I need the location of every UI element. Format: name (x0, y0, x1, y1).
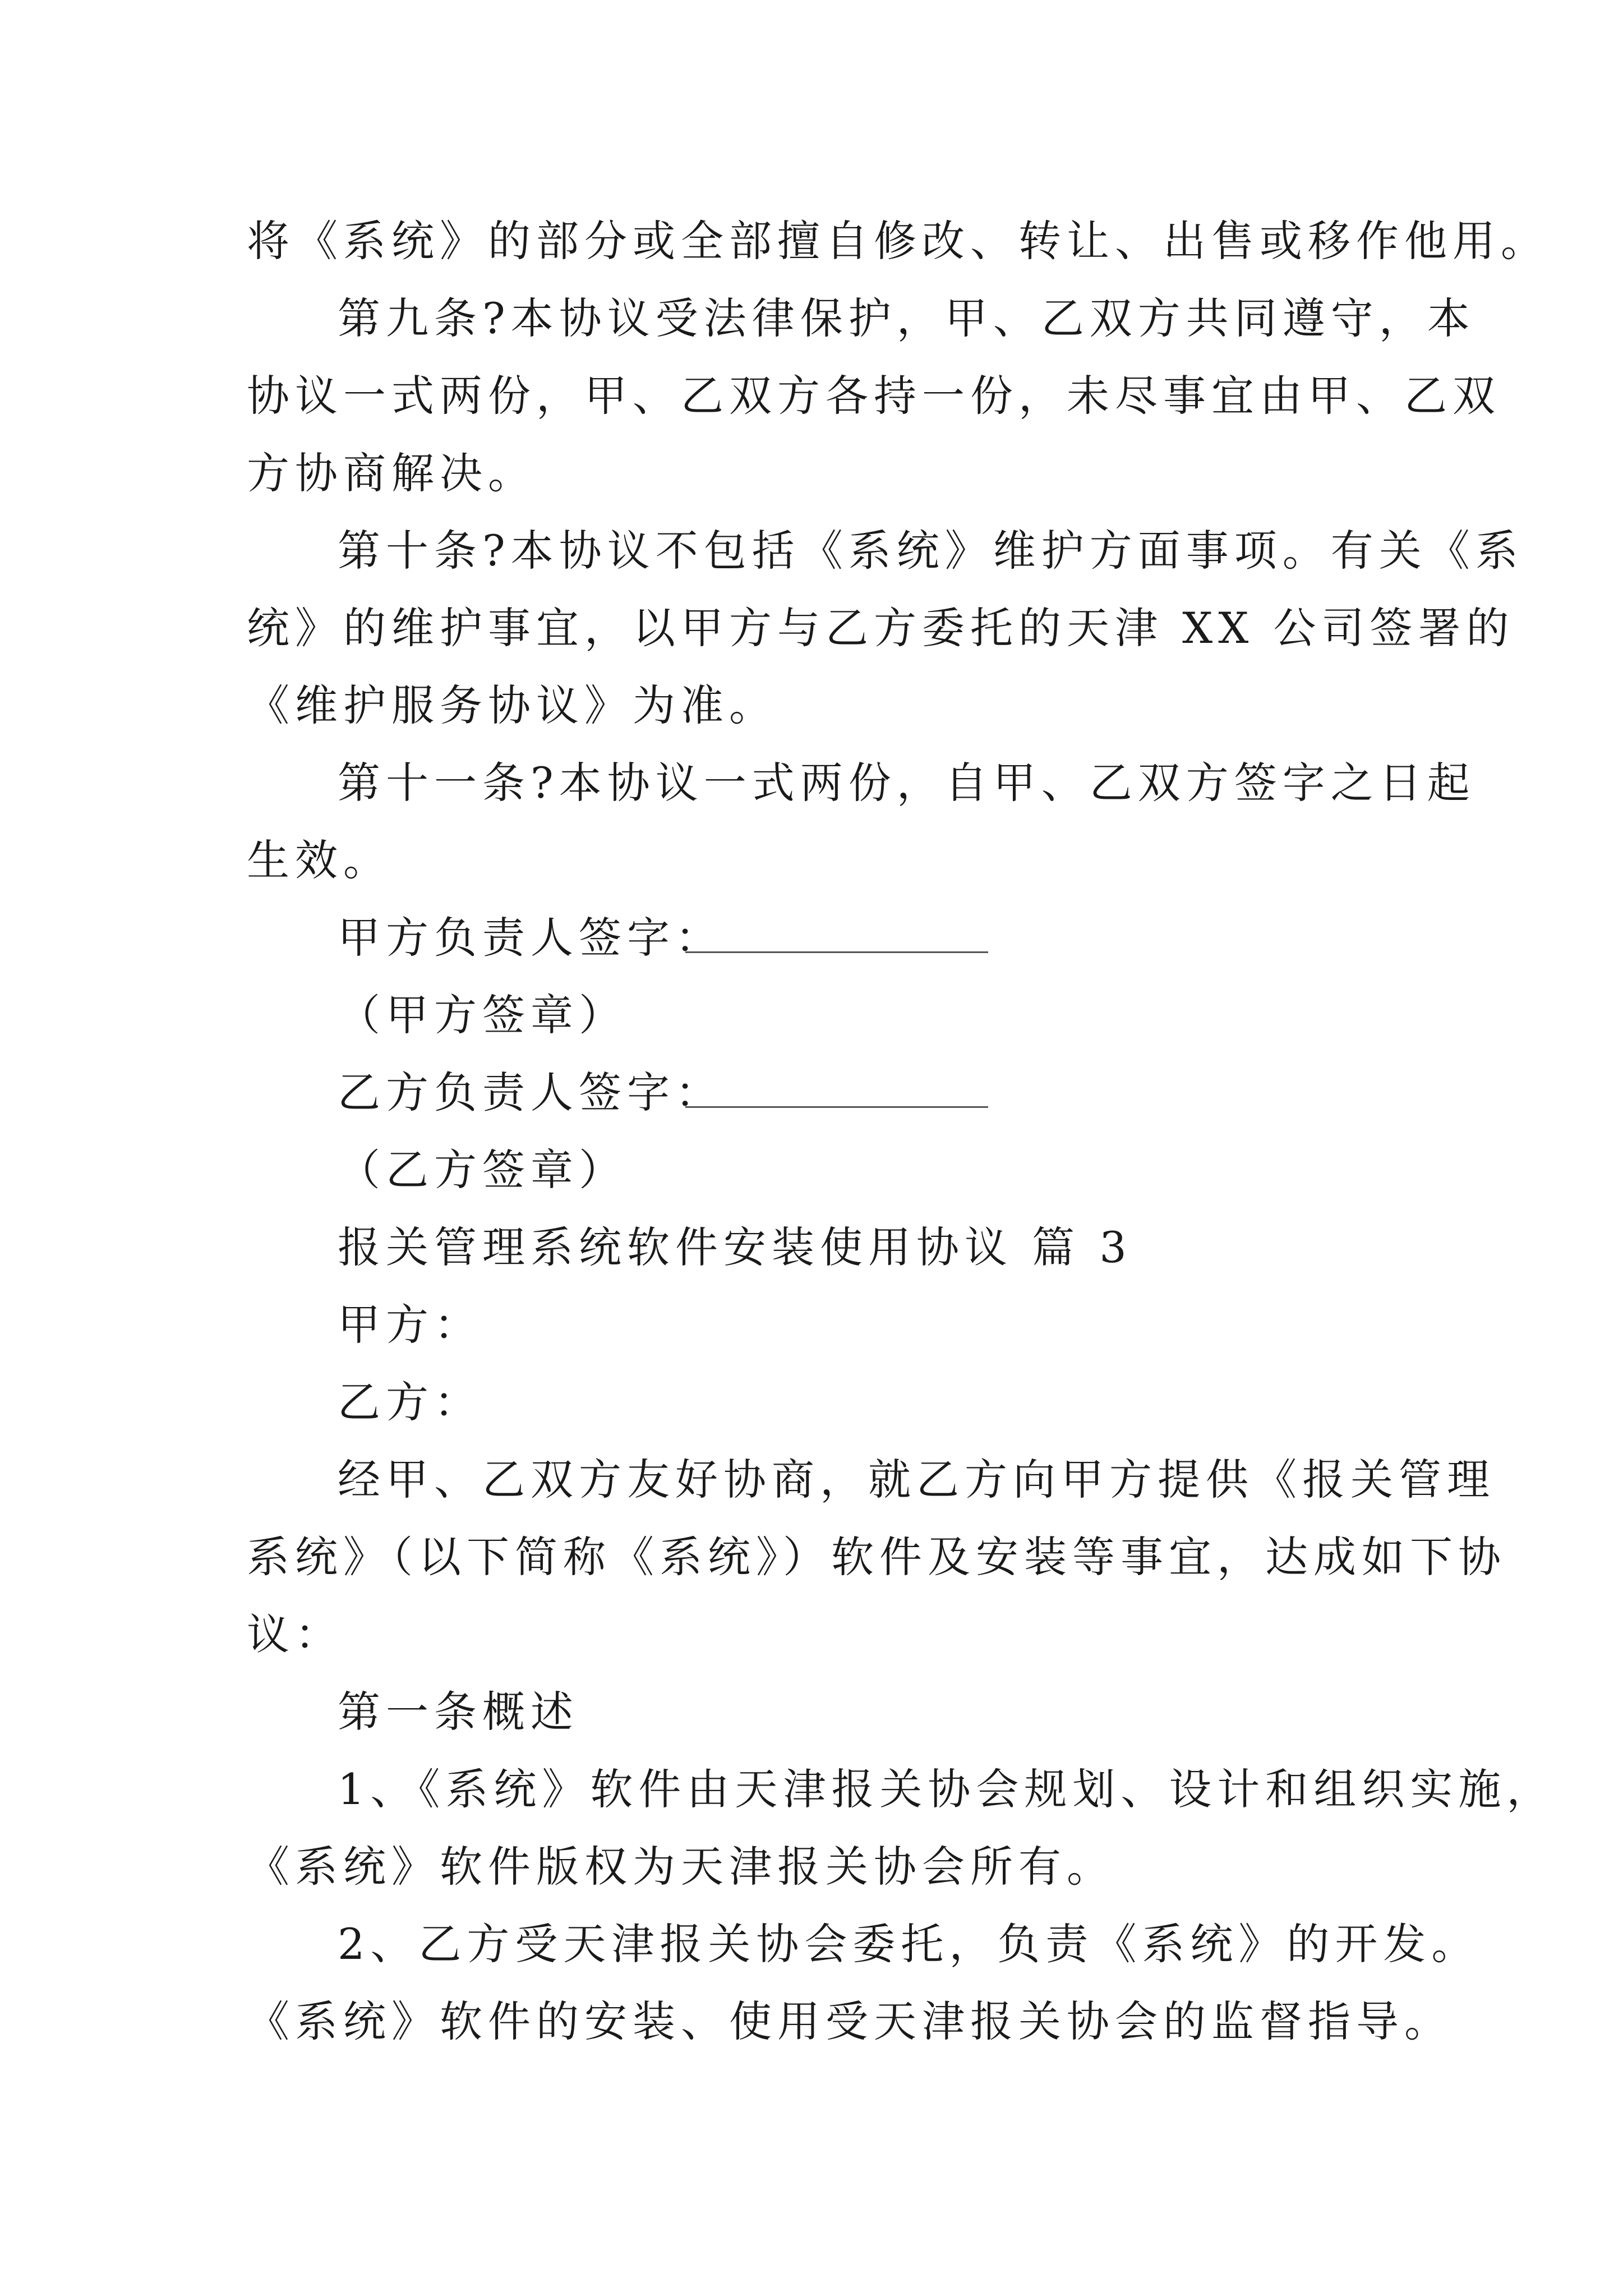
text-line: 《维护服务协议》为准。 (247, 680, 777, 730)
text-line: 统》的维护事宜，以甲方与乙方委托的天津 XX 公司签署的 (247, 603, 1515, 653)
party-b-seal-label: （乙方签章） (338, 1145, 627, 1195)
party-b-signature-label: 乙方负责人签字： (338, 1068, 723, 1117)
text-line: 第九条?本协议受法律保护，甲、乙双方共同遵守，本 (338, 293, 1476, 343)
text-line: 《系统》软件的安装、使用受天津报关协会的监督指导。 (247, 1996, 1453, 2046)
text-line: 议： (247, 1609, 343, 1659)
party-a-seal-label: （甲方签章） (338, 990, 627, 1040)
text-line: 生效。 (247, 835, 391, 885)
party-a-signature-label: 甲方负责人签字： (338, 913, 723, 963)
party-b-label: 乙方： (338, 1377, 482, 1427)
text-line: 《系统》软件版权为天津报关协会所有。 (247, 1842, 1115, 1892)
text-line: 第十一条?本协议一式两份，自甲、乙双方签字之日起 (338, 758, 1476, 808)
party-b-signature-line (685, 1106, 988, 1108)
text-line: 方协商解决。 (247, 448, 536, 498)
text-line: 系统》（以下简称《系统》）软件及安装等事宜，达成如下协 (247, 1532, 1506, 1582)
article-heading: 第一条概述 (338, 1687, 579, 1737)
text-line: 经甲、乙双方友好协商，就乙方向甲方提供《报关管理 (338, 1455, 1495, 1504)
text-line: 将《系统》的部分或全部擅自修改、转让、出售或移作他用。 (247, 216, 1549, 266)
section-heading: 报关管理系统软件安装使用协议 篇 3 (338, 1222, 1132, 1272)
text-line: 第十条?本协议不包括《系统》维护方面事项。有关《系 (338, 526, 1524, 576)
party-a-signature-line (685, 951, 988, 953)
party-a-label: 甲方： (338, 1300, 482, 1350)
text-line: 协议一式两份，甲、乙双方各持一份，未尽事宜由甲、乙双 (247, 371, 1501, 421)
text-line: 2、乙方受天津报关协会委托，负责《系统》的开发。 (338, 1919, 1480, 1969)
text-line: 1、《系统》软件由天津报关协会规划、设计和组织实施， (338, 1764, 1555, 1814)
